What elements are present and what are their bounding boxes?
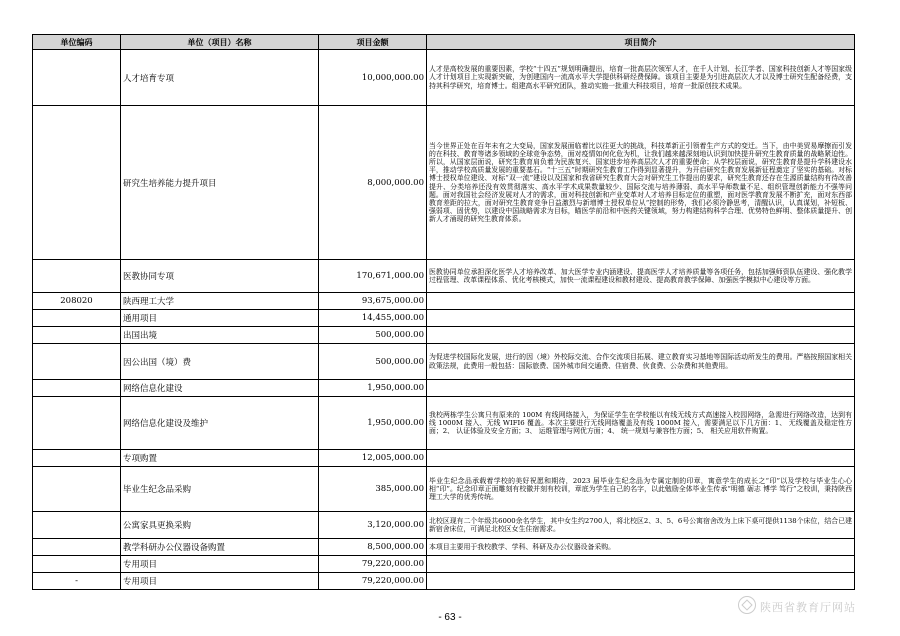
project-amount: 385,000.00 [319, 467, 427, 512]
unit-name: 教学科研办公仪器设备购置 [121, 539, 319, 556]
unit-name: 人才培育专项 [121, 50, 319, 106]
seal-icon [738, 596, 756, 614]
budget-table [32, 34, 855, 590]
project-amount: 8,000,000.00 [319, 106, 427, 260]
unit-code [33, 50, 121, 106]
table-header-row [33, 35, 855, 50]
unit-code: 208020 [33, 293, 121, 310]
unit-code [33, 106, 121, 260]
table-row [33, 556, 855, 573]
project-amount: 3,120,000.00 [319, 512, 427, 539]
project-amount: 170,671,000.00 [319, 260, 427, 293]
unit-code [33, 344, 121, 380]
project-description [427, 380, 855, 397]
project-description: 本项目主要用于我校教学、学科、科研及办公仪器设备采购。 [427, 539, 855, 556]
project-description: 北校区现有二个年级共6000余名学生，其中女生约2700人，将北校区2、3、5、6号公寓宿舍改为上床下桌可提供1138个床位，结合已建新宿舍床位，可满足北校区女生住宿需求。 [427, 512, 855, 539]
header-unit-name: 单位（项目）名称 [121, 35, 319, 50]
unit-code [33, 556, 121, 573]
unit-name: 毕业生纪念品采购 [121, 467, 319, 512]
project-amount: 1,950,000.00 [319, 380, 427, 397]
project-description: 为促进学校国际化发展，进行的因（境）外校际交流、合作交流项目拓展、建立教育实习基地等国际活动所发生的费用。严格按照国家相关政策法规，此费用一般包括：国际旅费、国外城市间交通费、住宿费、伙食费、公杂费和其他费用。 [427, 344, 855, 380]
project-description [427, 293, 855, 310]
unit-code [33, 539, 121, 556]
project-description: 医教协同单位承担深化医学人才培养改革、加大医学专业内涵建设、提高医学人才培养质量等各项任务，包括加强师资队伍建设、强化教学过程管理、改革课程体系、优化考核模式，加快一流课程建设和教材建设、提高教育教学保障、加强医学模拟中心建设等方面。 [427, 260, 855, 293]
unit-name: 专用项目 [121, 573, 319, 590]
table-row [33, 380, 855, 397]
project-description: 我校两栋学生公寓只有原来的 100M 有线网络接入，为保证学生在学校能以有线无线方式高速接入校园网络，急需进行网络改造，达到有线 1000M 接入、无线 WIFI6 覆盖。本次主要进行无线网络覆盖及有线 1000M 接入，需要满足以下几方面：1、 无线覆盖及稳定性方面；2、 认证体验及安全方面；3、 运维管理与网优方面；4、 统一规划与兼容性方面；5、 相关应用软件购置。 [427, 397, 855, 450]
unit-name: 通用项目 [121, 310, 319, 327]
table-row [33, 512, 855, 539]
unit-code [33, 380, 121, 397]
unit-code [33, 512, 121, 539]
header-description: 项目简介 [427, 35, 855, 50]
project-amount: 500,000.00 [319, 327, 427, 344]
watermark-text: 陕西省教育厅网站 [760, 601, 856, 614]
table-row [33, 260, 855, 293]
table-row [33, 327, 855, 344]
project-amount: 14,455,000.00 [319, 310, 427, 327]
table-row [33, 467, 855, 512]
table-row [33, 450, 855, 467]
header-amount: 项目金额 [319, 35, 427, 50]
table-row [33, 539, 855, 556]
table-row [33, 397, 855, 450]
unit-code [33, 450, 121, 467]
project-description: 毕业生纪念品承载着学校的美好祝愿和期待，2023 届毕业生纪念品为专属定制的印章，寓意学生的成长之“印”以及学校与毕业生心心相“印”。纪念印章正面雕刻有校徽并刻有校训，章底为学生自己的名字，以此勉励全体毕业生传承“明德 砺志 博学 笃行”之校训，秉持陕西理工大学的优秀传统。 [427, 467, 855, 512]
table-row [33, 293, 855, 310]
page-number: - 63 - [438, 612, 462, 623]
project-description: 当今世界正处在百年未有之大变局，国家发展面临着比以往更大的挑战，科技革新正引领着生产方式的变迁。当下，由中美贸易摩擦而引发的在科技、教育等诸多领域的全球竞争态势，面对疫情如何化危为机，让我们越来越深刻地认识到加快提升研究生教育质量的战略紧迫性。所以，从国家层面说，研究生教育肩负着为民族复兴、国家进步培养高层次人才的重要使命；从学校层面说，研究生教育是提升学科建设水平，推动学校高质量发展的重要基石。“十三五”时期研究生教育工作得到显著提升，为开启研究生教育发展新征程奠定了坚实的基础。对标博士授权单位建设、对标“双一流”建设以及国家和我省研究生教育大会对研究生工作提出的要求，研究生教育还存在生源质量结构有待改善提升、分类培养还没有效贯彻落实、高水平学术成果数量较少、国际交流与培养薄弱、高水平导师数量不足、组织管理创新能力不强等问题。面对我国社会经济发展对人才的需求，面对科技创新和产业变革对人才培养目标定位的重塑，面对医学教育发展不断扩充，面对东西部教育差距的拉大，面对研究生教育竞争日益激烈与新增博士授权单位从“控制的形势，我们必须冷静思考，清醒认识，认真谋划，补短板、强弱项、固优势，以建设中国战略需求为目标，瞄医学前沿和中医药关键领域，努力构建结构科学合理、优势特色鲜明、整体质量提升、创新人才涌现的研究生教育体系。 [427, 106, 855, 260]
table-row [33, 106, 855, 260]
unit-name: 网络信息化建设 [121, 380, 319, 397]
project-amount: 79,220,000.00 [319, 556, 427, 573]
project-amount: 500,000.00 [319, 344, 427, 380]
unit-code [33, 260, 121, 293]
unit-name: 公寓家具更换采购 [121, 512, 319, 539]
project-amount: 10,000,000.00 [319, 50, 427, 106]
unit-code: - [33, 573, 121, 590]
table-row [33, 50, 855, 106]
site-watermark [738, 592, 888, 620]
unit-name: 网络信息化建设及维护 [121, 397, 319, 450]
unit-name: 专项购置 [121, 450, 319, 467]
table-row [33, 310, 855, 327]
project-description [427, 556, 855, 573]
unit-code [33, 467, 121, 512]
unit-name: 研究生培养能力提升项目 [121, 106, 319, 260]
project-description: 人才是高校发展的重要因素，学校“十四五”规划明确提出，培育一批高层次领军人才，在千人计划、长江学者、国家科技创新人才等国家级人才计划项目上实现新突破，为创建国内一流高水平大学提供科研经费保障。该项目主要是为引进高层次人才以及博士研究生配备经费，支持其科学研究，培育博士。组建高水平研究团队，推动实施一批重大科技项目，培育一批原创技术成果。 [427, 50, 855, 106]
unit-name: 出国出境 [121, 327, 319, 344]
unit-name: 陕西理工大学 [121, 293, 319, 310]
unit-code [33, 310, 121, 327]
unit-name: 专用项目 [121, 556, 319, 573]
project-amount: 1,950,000.00 [319, 397, 427, 450]
project-amount: 12,005,000.00 [319, 450, 427, 467]
table-row [33, 344, 855, 380]
project-amount: 79,220,000.00 [319, 573, 427, 590]
header-unit-code: 单位编码 [33, 35, 121, 50]
unit-name: 医教协同专项 [121, 260, 319, 293]
project-amount: 8,500,000.00 [319, 539, 427, 556]
unit-name: 因公出国（境）费 [121, 344, 319, 380]
unit-code [33, 397, 121, 450]
project-amount: 93,675,000.00 [319, 293, 427, 310]
project-description [427, 310, 855, 327]
project-description [427, 327, 855, 344]
table-row [33, 573, 855, 590]
unit-code [33, 327, 121, 344]
project-description [427, 573, 855, 590]
project-description [427, 450, 855, 467]
